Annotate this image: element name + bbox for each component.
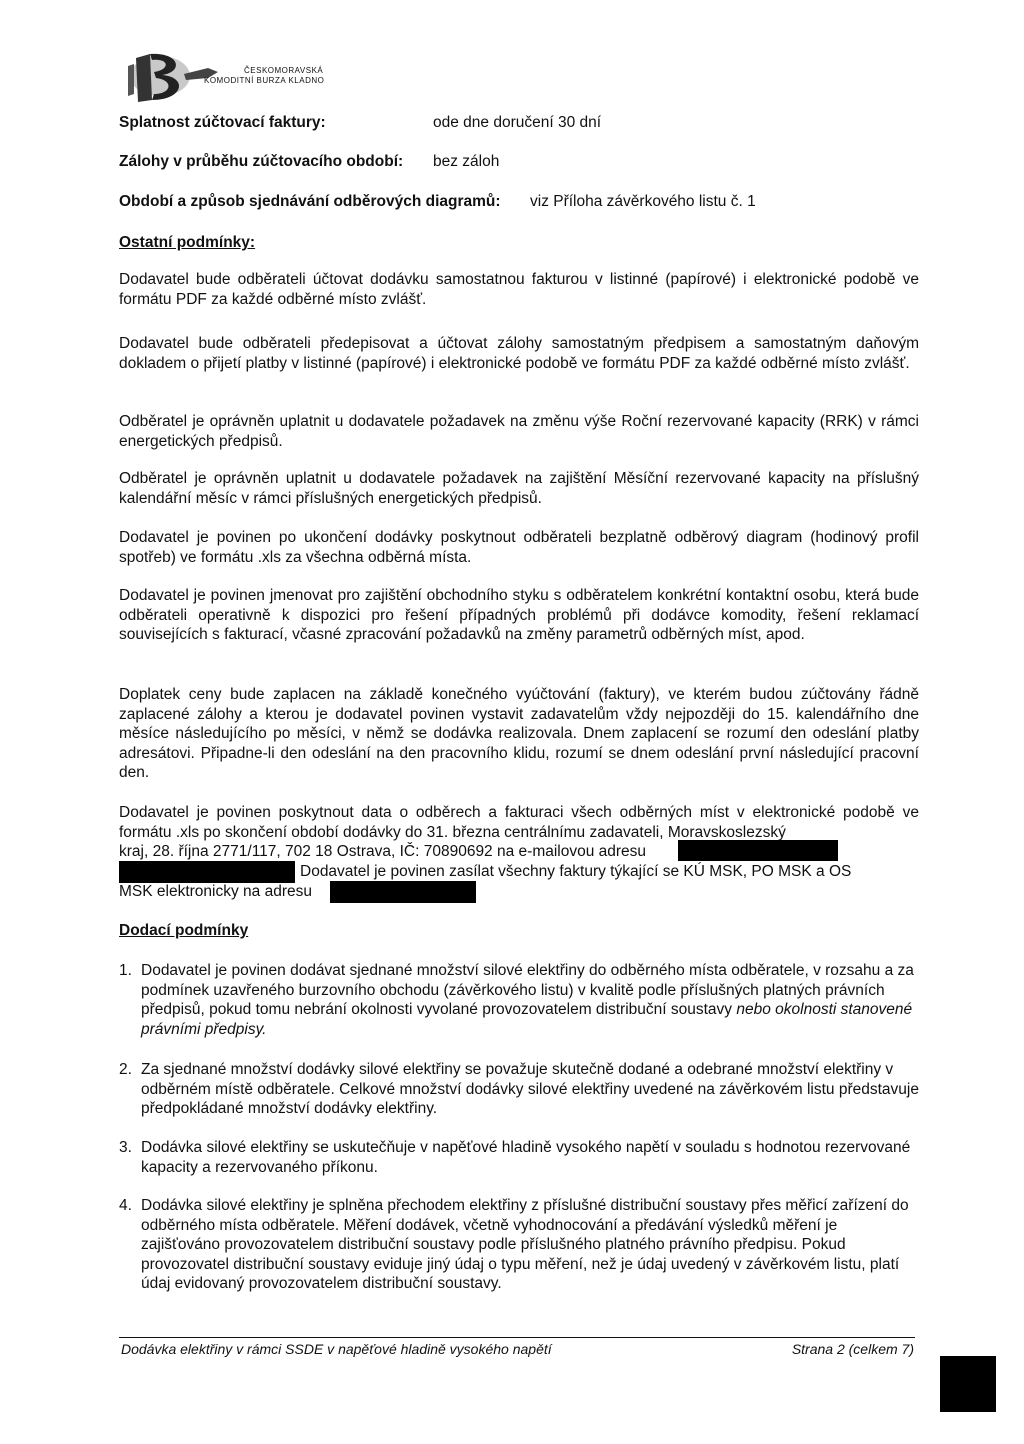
paragraph-data-faktury: Dodavatel je povinen zasílat všechny faktury týkající se KÚ MSK, PO MSK a OS [300,863,852,880]
redaction-email-2 [330,881,476,903]
redaction-email-1 [678,840,838,861]
splatnost-label: Splatnost zúčtovací faktury: [119,114,326,131]
footer-document-title: Dodávka elektřiny v rámci SSDE v napěťové hladině vysokého napětí [121,1341,552,1357]
obdobi-value: viz Příloha závěrkového listu č. 1 [530,193,756,210]
paragraph-doplatek: Doplatek ceny bude zaplacen na základě konečného vyúčtování (faktury), ve kterém budou zúčtovány řádně zaplacené zálohy a kterou je dodavatel povinen vystavit zadavatelům vždy nejpozději do 15. kalendářního dne měsíce následujícího po měsíci, v němž se dodávka realizovala. Dnem zaplacení se rozumí den odeslání platby adresátovi. Připadne-li den odeslání na den pracovního klidu, rozumí se dnem odeslání první následující pracovní den. [119,686,919,781]
ostatni-heading: Ostatní podmínky: [119,234,256,251]
paragraph-data: Dodavatel je povinen poskytnout data o odběrech a fakturaci všech odběrných míst v elektronické podobě ve formátu .xls po skončení období dodávky do 31. března centrálnímu zadavateli, Moravskoslezský [119,804,919,841]
list-item [119,1060,919,1119]
list-item-number: 4. [119,1197,132,1214]
obdobi-label: Období a způsob sjednávání odběrových diagramů: [119,193,501,210]
list-item-number: 2. [119,1061,132,1078]
list-item [119,1138,919,1177]
burza-logo [118,44,378,106]
redaction-email-1b [119,861,295,883]
footer-page-number: Strana 2 (celkem 7) [791,1341,914,1357]
zalohy-value: bez záloh [433,153,500,170]
dodaci-heading: Dodací podmínky [119,922,249,939]
paragraph-rrk: Odběratel je oprávněn uplatnit u dodavatele požadavek na změnu výše Roční rezervované kapacity (RRK) v rámci energetických předpisů. [119,413,919,450]
list-item [119,961,919,1039]
paragraph-mrk: Odběratel je oprávněn uplatnit u dodavatele požadavek na zajištění Měsíční rezervované kapacity na příslušný kalendářní měsíc v rámci příslušných energetických předpisů. [119,470,919,507]
logo-text-line2: KOMODITNÍ BURZA KLADNO [204,76,325,85]
splatnost-value: ode dne doručení 30 dní [433,114,602,131]
paragraph-kontakt: Dodavatel je povinen jmenovat pro zajištění obchodního styku s odběratelem konkrétní kontaktní osobu, která bude odběrateli operativně k dispozici pro řešení případných problémů při dodávce komodity, řešení reklamací souvisejících s fakturací, včasné zpracování požadavků na změny parametrů odběrných míst, apod. [119,587,919,643]
list-item-text: Dodávka silové elektřiny je splněna přechodem elektřiny z příslušné distribuční soustavy přes měřicí zařízení do odběrného místa odběratele. Měření dodávek, včetně vyhodnocování a předávání výsledků měření je zajišťováno provozovatelem distribuční soustavy podle příslušného platného právního předpisu. Pokud provozovatel distribuční soustavy eviduje jiný údaj o typu měření, než je údaj uvedený v závěrkovém listu, platí údaj evidovaný provozovatelem distribuční soustavy. [141,1197,909,1292]
paragraph-fakturace: Dodavatel bude odběrateli účtovat dodávku samostatnou fakturou v listinné (papírové) i elektronické podobě ve formátu PDF za každé odběrné místo zvlášť. [119,271,919,308]
paragraph-diagram: Dodavatel je povinen po ukončení dodávky poskytnout odběrateli bezplatně odběrový diagram (hodinový profil spotřeb) ve formátu .xls za všechna odběrná místa. [119,529,919,566]
b-logo-icon [118,44,228,106]
list-item-text: Dodavatel je povinen dodávat sjednané množství silové elektřiny do odběrného místa odběratele, v rozsahu a za podmínek uzavřeného burzovního obchodu (závěrkového listu) v kvalitě podle příslušných platných právních předpisů, pokud tomu nebrání okolnosti vyvolané provozovatelem distribuční soustavy nebo okolnosti stanovené právními předpisy. [141,962,914,1038]
paragraph-zalohy: Dodavatel bude odběrateli předepisovat a účtovat zálohy samostatným předpisem a samostatným daňovým dokladem o přijetí platby v listinné (papírové) i elektronické podobě ve formátu PDF za každé odběrné místo zvlášť. [119,335,919,372]
list-item [119,1196,919,1294]
list-item-number: 3. [119,1139,132,1156]
logo-text-line1: ČESKOMORAVSKÁ [244,66,324,75]
paragraph-data-address: kraj, 28. října 2771/117, 702 18 Ostrava, IČ: 70890692 na e-mailovou adresu [119,843,647,860]
list-item-text: Dodávka silové elektřiny se uskutečňuje v napěťové hladině vysokého napětí v souladu s hodnotou rezervované kapacity a rezervovaného příkonu. [141,1139,911,1176]
footer-divider [119,1337,915,1338]
list-item-text: Za sjednané množství dodávky silové elektřiny se považuje skutečně dodané a odebrané množství elektřiny v odběrném místě odběratele. Celkové množství dodávky silové elektřiny uvedené na závěrkovém listu představuje předpokládané množství dodávky elektřiny. [141,1061,919,1117]
zalohy-label: Zálohy v průběhu zúčtovacího období: [119,153,404,170]
scan-corner-mark [940,1356,996,1412]
paragraph-data-adresa: MSK elektronicky na adresu [119,883,312,900]
list-item-number: 1. [119,962,132,979]
